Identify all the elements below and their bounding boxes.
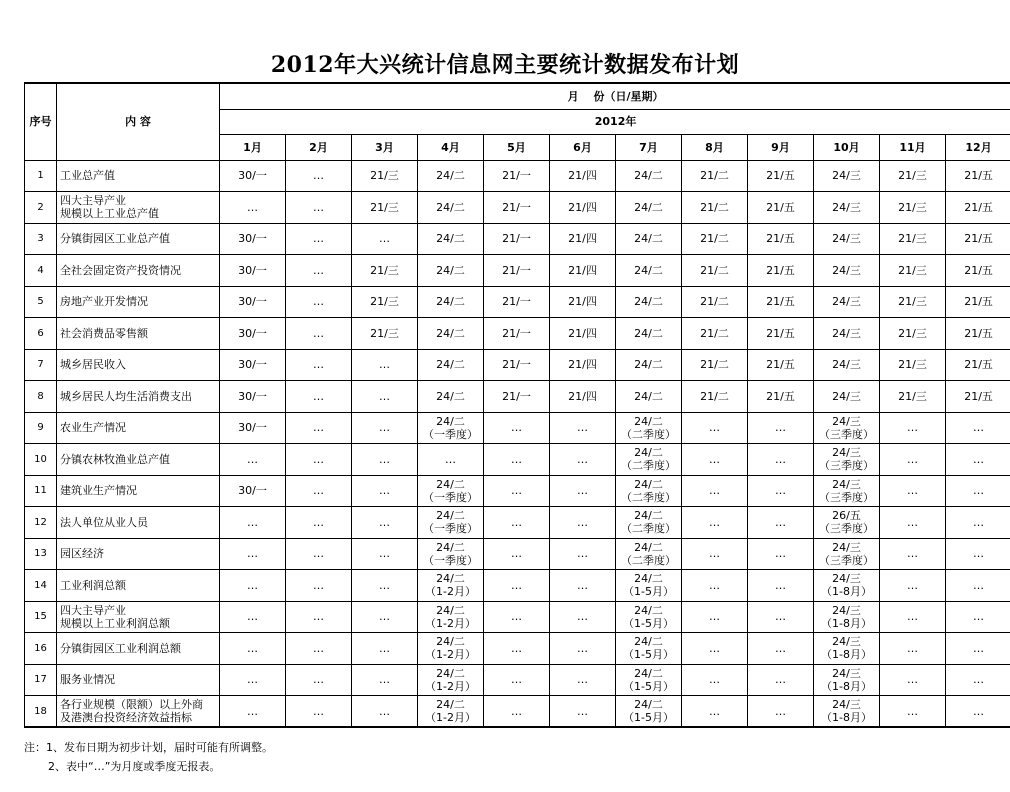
- table-row: [25, 444, 1010, 476]
- schedule-cell: 21/二: [682, 349, 748, 381]
- schedule-cell: 21/一: [484, 255, 550, 287]
- schedule-cell: …: [220, 538, 286, 570]
- schedule-cell: …: [946, 507, 1010, 539]
- schedule-cell: 21/二: [682, 381, 748, 413]
- schedule-cell: 24/二 （一季度）: [418, 475, 484, 507]
- schedule-cell: 24/二: [616, 318, 682, 350]
- schedule-cell: 24/二 （1-2月）: [418, 601, 484, 633]
- schedule-cell: …: [220, 444, 286, 476]
- schedule-cell: 21/五: [748, 381, 814, 413]
- schedule-cell: 24/三: [814, 192, 880, 224]
- header-month: 12月: [946, 134, 1010, 160]
- schedule-cell: 21/一: [484, 223, 550, 255]
- table-row: [25, 570, 1010, 602]
- schedule-cell: 21/三: [880, 160, 946, 192]
- schedule-cell: …: [748, 538, 814, 570]
- schedule-cell: …: [220, 664, 286, 696]
- schedule-cell: 24/二 （1-2月）: [418, 570, 484, 602]
- schedule-cell: 21/五: [748, 286, 814, 318]
- schedule-cell: 21/四: [550, 286, 616, 318]
- schedule-cell: …: [748, 601, 814, 633]
- schedule-cell: …: [880, 664, 946, 696]
- row-number: 9: [25, 412, 57, 444]
- schedule-cell: 24/二: [418, 318, 484, 350]
- schedule-cell: …: [880, 475, 946, 507]
- schedule-cell: …: [484, 570, 550, 602]
- table-row: [25, 538, 1010, 570]
- schedule-cell: 21/一: [484, 381, 550, 413]
- header-month: 5月: [484, 134, 550, 160]
- schedule-cell: 21/五: [748, 255, 814, 287]
- schedule-cell: …: [880, 570, 946, 602]
- table-row: [25, 192, 1010, 224]
- schedule-cell: 24/二: [616, 255, 682, 287]
- schedule-cell: …: [220, 570, 286, 602]
- schedule-cell: …: [484, 633, 550, 665]
- schedule-cell: 21/二: [682, 223, 748, 255]
- schedule-cell: 24/三 （1-8月）: [814, 601, 880, 633]
- schedule-cell: …: [748, 412, 814, 444]
- schedule-cell: 24/二 （二季度）: [616, 538, 682, 570]
- schedule-cell: 21/五: [946, 349, 1010, 381]
- schedule-cell: …: [352, 475, 418, 507]
- schedule-cell: 24/二 （二季度）: [616, 444, 682, 476]
- schedule-cell: …: [286, 444, 352, 476]
- schedule-cell: …: [286, 507, 352, 539]
- schedule-cell: …: [682, 412, 748, 444]
- schedule-cell: 24/二 （1-2月）: [418, 696, 484, 728]
- schedule-cell: 24/三 （1-8月）: [814, 696, 880, 728]
- schedule-cell: …: [484, 444, 550, 476]
- schedule-cell: 21/三: [880, 223, 946, 255]
- row-number: 5: [25, 286, 57, 318]
- row-content: 服务业情况: [57, 664, 220, 696]
- header-month-group: 月 份（日/星期）: [220, 83, 1010, 109]
- schedule-cell: 30/一: [220, 318, 286, 350]
- schedule-cell: 21/四: [550, 160, 616, 192]
- table-row: [25, 696, 1010, 728]
- schedule-cell: 24/二: [418, 286, 484, 318]
- row-content: 社会消费品零售额: [57, 318, 220, 350]
- schedule-cell: 30/一: [220, 475, 286, 507]
- schedule-cell: …: [550, 664, 616, 696]
- schedule-cell: 24/二 （二季度）: [616, 507, 682, 539]
- schedule-cell: …: [550, 444, 616, 476]
- footnote-1: 注：1、发布日期为初步计划，届时可能有所调整。: [24, 741, 273, 754]
- schedule-cell: 21/四: [550, 255, 616, 287]
- header-month: 8月: [682, 134, 748, 160]
- row-number: 10: [25, 444, 57, 476]
- row-content: 四大主导产业 规模以上工业总产值: [57, 192, 220, 224]
- header-year: 2012年: [220, 109, 1010, 134]
- schedule-cell: 30/一: [220, 381, 286, 413]
- row-content: 农业生产情况: [57, 412, 220, 444]
- schedule-cell: …: [286, 223, 352, 255]
- schedule-cell: 21/五: [946, 160, 1010, 192]
- table-body: [25, 160, 1010, 727]
- row-content: 工业总产值: [57, 160, 220, 192]
- schedule-cell: …: [550, 538, 616, 570]
- schedule-cell: 21/三: [352, 192, 418, 224]
- table-row: [25, 255, 1010, 287]
- schedule-cell: 21/二: [682, 255, 748, 287]
- schedule-cell: …: [550, 696, 616, 728]
- schedule-cell: …: [220, 633, 286, 665]
- schedule-cell: …: [682, 570, 748, 602]
- row-content: 法人单位从业人员: [57, 507, 220, 539]
- header-month: 10月: [814, 134, 880, 160]
- row-number: 18: [25, 696, 57, 728]
- schedule-cell: 21/五: [748, 349, 814, 381]
- schedule-cell: …: [550, 601, 616, 633]
- schedule-cell: 21/五: [946, 318, 1010, 350]
- schedule-cell: 24/二 （一季度）: [418, 538, 484, 570]
- schedule-cell: 21/一: [484, 160, 550, 192]
- row-content: 城乡居民人均生活消费支出: [57, 381, 220, 413]
- schedule-cell: …: [286, 192, 352, 224]
- schedule-cell: 24/二: [418, 160, 484, 192]
- schedule-cell: …: [682, 538, 748, 570]
- schedule-cell: …: [550, 507, 616, 539]
- schedule-cell: 24/二: [616, 192, 682, 224]
- schedule-cell: …: [220, 507, 286, 539]
- schedule-cell: …: [352, 444, 418, 476]
- header-month: 6月: [550, 134, 616, 160]
- row-content: 全社会固定资产投资情况: [57, 255, 220, 287]
- header-month: 1月: [220, 134, 286, 160]
- schedule-cell: …: [352, 381, 418, 413]
- schedule-cell: 24/三: [814, 286, 880, 318]
- schedule-cell: …: [352, 223, 418, 255]
- table-row: [25, 160, 1010, 192]
- schedule-cell: 21/一: [484, 192, 550, 224]
- schedule-cell: 24/二: [616, 381, 682, 413]
- schedule-cell: …: [286, 570, 352, 602]
- row-content: 房地产业开发情况: [57, 286, 220, 318]
- schedule-cell: …: [286, 318, 352, 350]
- row-number: 6: [25, 318, 57, 350]
- header-month: 7月: [616, 134, 682, 160]
- schedule-cell: 24/三: [814, 223, 880, 255]
- schedule-cell: …: [880, 601, 946, 633]
- schedule-cell: 21/五: [748, 318, 814, 350]
- row-content: 城乡居民收入: [57, 349, 220, 381]
- header-seq: 序号: [25, 83, 57, 160]
- footnote-2: 2、表中“…”为月度或季度无报表。: [48, 760, 221, 773]
- schedule-cell: 24/三: [814, 318, 880, 350]
- schedule-cell: …: [484, 664, 550, 696]
- schedule-cell: 21/四: [550, 192, 616, 224]
- schedule-cell: …: [286, 538, 352, 570]
- schedule-cell: 24/二 （1-5月）: [616, 696, 682, 728]
- schedule-cell: 21/四: [550, 223, 616, 255]
- schedule-cell: …: [682, 696, 748, 728]
- schedule-cell: 24/二: [418, 223, 484, 255]
- table-row: [25, 318, 1010, 350]
- schedule-cell: …: [682, 664, 748, 696]
- schedule-cell: 21/二: [682, 286, 748, 318]
- schedule-cell: 24/二: [616, 223, 682, 255]
- schedule-cell: …: [352, 349, 418, 381]
- schedule-cell: …: [484, 601, 550, 633]
- schedule-cell: 24/二: [418, 349, 484, 381]
- row-number: 16: [25, 633, 57, 665]
- table-row: [25, 349, 1010, 381]
- schedule-cell: 30/一: [220, 412, 286, 444]
- row-number: 4: [25, 255, 57, 287]
- schedule-cell: …: [946, 444, 1010, 476]
- schedule-cell: 24/二: [616, 349, 682, 381]
- schedule-cell: 21/四: [550, 318, 616, 350]
- schedule-cell: 21/三: [880, 286, 946, 318]
- page-title: 2012年大兴统计信息网主要统计数据发布计划: [270, 52, 740, 78]
- schedule-cell: …: [550, 633, 616, 665]
- table-row: [25, 381, 1010, 413]
- schedule-cell: 21/五: [946, 192, 1010, 224]
- schedule-cell: 24/三: [814, 255, 880, 287]
- schedule-cell: 21/一: [484, 349, 550, 381]
- schedule-cell: 30/一: [220, 223, 286, 255]
- schedule-cell: 21/三: [880, 255, 946, 287]
- schedule-cell: …: [286, 412, 352, 444]
- schedule-cell: …: [682, 475, 748, 507]
- table-row: [25, 633, 1010, 665]
- schedule-cell: …: [550, 412, 616, 444]
- schedule-cell: 21/三: [880, 318, 946, 350]
- schedule-cell: …: [946, 664, 1010, 696]
- schedule-cell: …: [352, 696, 418, 728]
- schedule-cell: …: [550, 475, 616, 507]
- schedule-cell: 21/五: [946, 381, 1010, 413]
- schedule-cell: 21/二: [682, 192, 748, 224]
- schedule-cell: …: [352, 633, 418, 665]
- schedule-cell: 24/二 （二季度）: [616, 412, 682, 444]
- schedule-cell: …: [484, 475, 550, 507]
- schedule-cell: …: [286, 381, 352, 413]
- table-row: [25, 412, 1010, 444]
- schedule-cell: …: [748, 475, 814, 507]
- row-number: 1: [25, 160, 57, 192]
- schedule-cell: …: [418, 444, 484, 476]
- schedule-cell: …: [748, 633, 814, 665]
- schedule-cell: 21/四: [550, 349, 616, 381]
- schedule-cell: 21/三: [352, 286, 418, 318]
- schedule-cell: …: [880, 444, 946, 476]
- row-number: 8: [25, 381, 57, 413]
- row-number: 11: [25, 475, 57, 507]
- schedule-cell: 21/五: [946, 223, 1010, 255]
- schedule-cell: …: [946, 696, 1010, 728]
- schedule-cell: …: [946, 475, 1010, 507]
- schedule-cell: …: [748, 696, 814, 728]
- row-content: 工业利润总额: [57, 570, 220, 602]
- schedule-cell: 24/三 （1-8月）: [814, 570, 880, 602]
- schedule-cell: …: [286, 160, 352, 192]
- header-month: 4月: [418, 134, 484, 160]
- row-number: 2: [25, 192, 57, 224]
- schedule-cell: …: [286, 601, 352, 633]
- schedule-cell: 30/一: [220, 160, 286, 192]
- schedule-cell: …: [220, 696, 286, 728]
- schedule-cell: 24/三 （三季度）: [814, 412, 880, 444]
- schedule-cell: 24/二 （1-5月）: [616, 570, 682, 602]
- schedule-cell: …: [286, 696, 352, 728]
- header-month: 3月: [352, 134, 418, 160]
- header-month: 11月: [880, 134, 946, 160]
- schedule-cell: 21/五: [946, 255, 1010, 287]
- table-row: [25, 223, 1010, 255]
- schedule-cell: …: [682, 507, 748, 539]
- schedule-cell: …: [484, 696, 550, 728]
- schedule-cell: …: [220, 192, 286, 224]
- schedule-cell: 21/三: [880, 381, 946, 413]
- release-schedule-table: [24, 82, 1010, 728]
- schedule-cell: 26/五 （三季度）: [814, 507, 880, 539]
- row-content: 分镇街园区工业利润总额: [57, 633, 220, 665]
- schedule-cell: …: [880, 507, 946, 539]
- row-content: 分镇农林牧渔业总产值: [57, 444, 220, 476]
- schedule-cell: …: [682, 633, 748, 665]
- row-content: 四大主导产业 规模以上工业利润总额: [57, 601, 220, 633]
- schedule-cell: 24/二 （1-2月）: [418, 633, 484, 665]
- schedule-cell: 21/五: [946, 286, 1010, 318]
- header-content: 内 容: [57, 83, 220, 160]
- schedule-cell: …: [946, 412, 1010, 444]
- schedule-cell: 24/三: [814, 349, 880, 381]
- table-row: [25, 286, 1010, 318]
- schedule-cell: 24/三 （1-8月）: [814, 633, 880, 665]
- schedule-cell: …: [880, 538, 946, 570]
- table-row: [25, 507, 1010, 539]
- schedule-cell: …: [748, 664, 814, 696]
- schedule-cell: …: [220, 601, 286, 633]
- schedule-cell: 24/二: [418, 381, 484, 413]
- schedule-cell: 30/一: [220, 286, 286, 318]
- schedule-cell: 24/三: [814, 160, 880, 192]
- schedule-cell: 24/二: [616, 160, 682, 192]
- schedule-cell: …: [748, 444, 814, 476]
- schedule-cell: …: [352, 507, 418, 539]
- schedule-cell: 21/二: [682, 318, 748, 350]
- table-row: [25, 601, 1010, 633]
- row-content: 各行业规模（限额）以上外商 及港澳台投资经济效益指标: [57, 696, 220, 728]
- schedule-cell: 21/三: [352, 160, 418, 192]
- schedule-cell: …: [484, 507, 550, 539]
- schedule-cell: 24/二 （二季度）: [616, 475, 682, 507]
- schedule-cell: 21/五: [748, 223, 814, 255]
- schedule-cell: …: [352, 664, 418, 696]
- schedule-cell: 21/三: [352, 318, 418, 350]
- schedule-cell: …: [946, 570, 1010, 602]
- schedule-cell: 21/一: [484, 286, 550, 318]
- schedule-cell: …: [550, 570, 616, 602]
- schedule-cell: …: [682, 601, 748, 633]
- schedule-cell: …: [286, 633, 352, 665]
- schedule-cell: …: [946, 601, 1010, 633]
- schedule-cell: 24/三 （三季度）: [814, 538, 880, 570]
- schedule-cell: 24/二: [418, 192, 484, 224]
- schedule-cell: 21/三: [352, 255, 418, 287]
- schedule-cell: …: [286, 475, 352, 507]
- row-number: 13: [25, 538, 57, 570]
- row-number: 3: [25, 223, 57, 255]
- schedule-cell: 24/二 （一季度）: [418, 507, 484, 539]
- schedule-cell: 30/一: [220, 349, 286, 381]
- schedule-cell: 24/二 （1-2月）: [418, 664, 484, 696]
- schedule-cell: 30/一: [220, 255, 286, 287]
- schedule-cell: …: [880, 696, 946, 728]
- schedule-cell: …: [748, 570, 814, 602]
- row-number: 17: [25, 664, 57, 696]
- schedule-cell: …: [484, 538, 550, 570]
- table-row: [25, 664, 1010, 696]
- row-number: 14: [25, 570, 57, 602]
- schedule-cell: 21/三: [880, 349, 946, 381]
- schedule-cell: …: [352, 412, 418, 444]
- row-number: 7: [25, 349, 57, 381]
- schedule-cell: …: [286, 255, 352, 287]
- schedule-cell: 24/二 （1-5月）: [616, 664, 682, 696]
- schedule-cell: 24/二 （1-5月）: [616, 633, 682, 665]
- table-row: [25, 475, 1010, 507]
- schedule-cell: 24/三 （1-8月）: [814, 664, 880, 696]
- schedule-cell: …: [748, 507, 814, 539]
- schedule-cell: …: [484, 412, 550, 444]
- schedule-cell: …: [946, 633, 1010, 665]
- schedule-cell: 21/四: [550, 381, 616, 413]
- schedule-cell: 21/五: [748, 192, 814, 224]
- schedule-cell: 21/一: [484, 318, 550, 350]
- schedule-cell: 24/二 （1-5月）: [616, 601, 682, 633]
- schedule-cell: 24/二 （一季度）: [418, 412, 484, 444]
- row-content: 园区经济: [57, 538, 220, 570]
- schedule-cell: 24/三: [814, 381, 880, 413]
- schedule-cell: 24/三 （三季度）: [814, 444, 880, 476]
- schedule-cell: …: [352, 601, 418, 633]
- schedule-cell: …: [682, 444, 748, 476]
- row-number: 12: [25, 507, 57, 539]
- schedule-cell: 24/二: [616, 286, 682, 318]
- schedule-cell: 24/三 （三季度）: [814, 475, 880, 507]
- schedule-cell: …: [286, 286, 352, 318]
- schedule-cell: …: [352, 538, 418, 570]
- row-content: 分镇街园区工业总产值: [57, 223, 220, 255]
- schedule-cell: 21/二: [682, 160, 748, 192]
- schedule-cell: …: [352, 570, 418, 602]
- schedule-cell: 21/五: [748, 160, 814, 192]
- schedule-cell: …: [880, 633, 946, 665]
- schedule-cell: …: [946, 538, 1010, 570]
- schedule-cell: …: [286, 664, 352, 696]
- header-month: 9月: [748, 134, 814, 160]
- schedule-cell: 24/二: [418, 255, 484, 287]
- row-content: 建筑业生产情况: [57, 475, 220, 507]
- schedule-cell: …: [286, 349, 352, 381]
- header-month: 2月: [286, 134, 352, 160]
- schedule-cell: 21/三: [880, 192, 946, 224]
- schedule-cell: …: [880, 412, 946, 444]
- footnotes: [24, 738, 273, 776]
- row-number: 15: [25, 601, 57, 633]
